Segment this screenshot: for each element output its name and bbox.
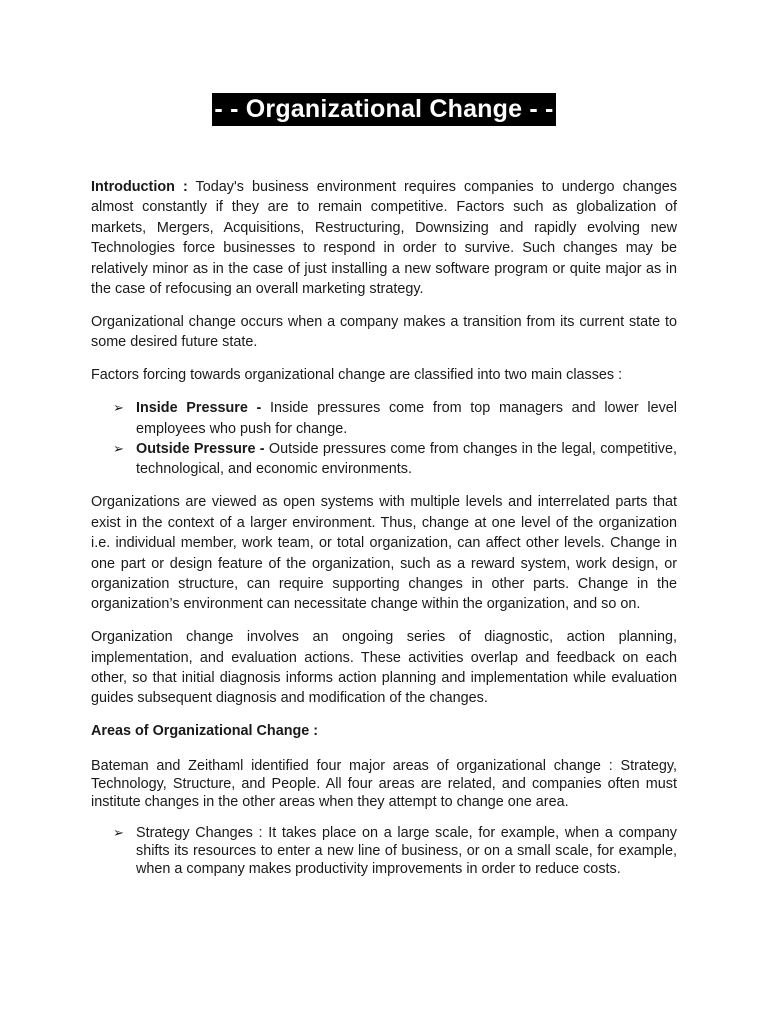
pressure-text: Outside pressures come from changes in the legal, competitive, technological, and economic environments. <box>136 440 678 478</box>
intro-label: Introduction : <box>91 179 188 195</box>
title-container <box>0 93 768 126</box>
intro-text: Today's business environment requires companies to undergo changes almost constantly if they are to remain competitive. Factors such as globalization of markets, Mergers, Acquisitions, Restructuring, Downsizing and rapidly evolving new Technologies force businesses to respond in order to survive. Such changes may be relatively minor as in the case of just installing a new software program or quite major as in the case of refocusing an overall marketing strategy. <box>91 179 677 298</box>
definition-paragraph: Organizational change occurs when a company makes a transition from its current state to some desired future state. <box>91 313 677 351</box>
areas-list <box>91 824 677 879</box>
open-systems-paragraph: Organizations are viewed as open systems with multiple levels and interrelated parts that exist in the context of a larger environment. Thus, change at one level of the organization i.e. individual member, work team, or total organization, can affect other levels. Change in one part or design feature of the organization, such as a reward system, work design, or organization structure, can require supporting changes in other parts. Change in the organization’s environment can necessitate change within the organization, and so on. <box>91 494 677 613</box>
pressure-list <box>91 398 677 480</box>
process-paragraph: Organization change involves an ongoing series of diagnostic, action planning, implementation, and evaluation actions. These activities overlap and feedback on each other, so that initial diagnosis informs action planning and implementation while evaluation guides subsequent diagnosis and modification of the changes. <box>91 629 677 707</box>
area-item-text: Strategy Changes : It takes place on a large scale, for example, when a company shifts its resources to enter a new line of business, or on a small scale, for example, when a company makes productivity improvements in order to reduce costs. <box>136 824 677 878</box>
pressure-text: Inside pressures come from top managers and lower level employees who push for change. <box>136 400 677 437</box>
document-title: - - Organizational Change - - <box>212 93 555 126</box>
areas-heading: Areas of Organizational Change : <box>91 723 319 740</box>
pressure-label: Outside Pressure - <box>136 440 265 457</box>
list-item <box>91 824 677 879</box>
document-body <box>91 177 677 892</box>
areas-paragraph: Bateman and Zeithaml identified four major areas of organizational change : Strategy, Technology, Structure, and People. All four areas are related, and companies often must institute changes in the other areas when they attempt to change one area. <box>91 757 677 811</box>
intro-paragraph <box>91 177 677 299</box>
list-item <box>91 439 677 480</box>
arrow-bullet-icon: ➢ <box>113 440 124 456</box>
factors-paragraph: Factors forcing towards organizational change are classified into two main classes : <box>91 367 623 384</box>
pressure-label: Inside Pressure - <box>136 400 262 417</box>
list-item <box>91 398 677 439</box>
arrow-bullet-icon: ➢ <box>113 824 124 840</box>
arrow-bullet-icon: ➢ <box>113 400 124 416</box>
